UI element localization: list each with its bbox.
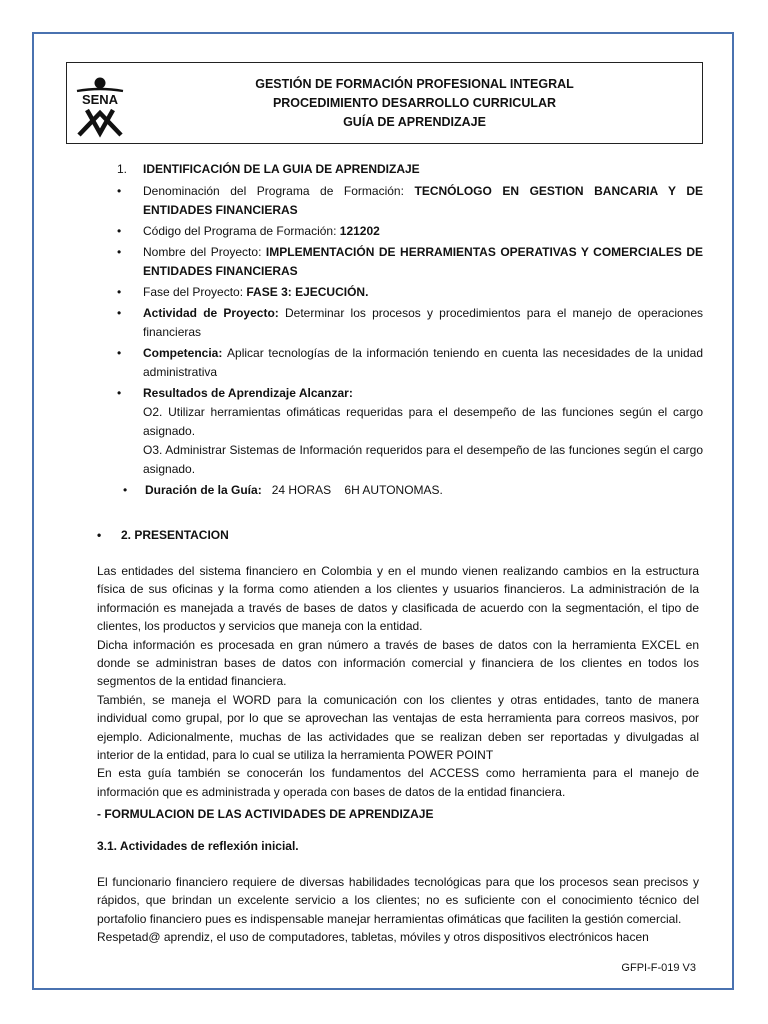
section-1 bbox=[97, 160, 703, 500]
result-item: O3. Administrar Sistemas de Información requeridos para el desempeño de las funciones según el cargo asignado. bbox=[143, 443, 703, 476]
section-3-title: - FORMULACION DE LAS ACTIVIDADES DE APRENDIZAJE bbox=[97, 807, 434, 821]
list-item: • Resultados de Aprendizaje Alcanzar: bbox=[117, 386, 353, 400]
section-2-heading: • 2. PRESENTACION bbox=[97, 528, 229, 542]
duration-item: • Duración de la Guía: 24 HORAS 6H AUTONOMAS. bbox=[123, 483, 443, 497]
svg-text:SENA: SENA bbox=[81, 92, 119, 107]
result-item: O2. Utilizar herramientas ofimáticas requeridas para el desempeño de las funciones según el cargo asignado. bbox=[143, 405, 703, 438]
sena-logo bbox=[71, 77, 129, 139]
section-3-body bbox=[97, 873, 699, 947]
header-line-2: PROCEDIMIENTO DESARROLLO CURRICULAR bbox=[272, 96, 557, 110]
paragraph: También, se maneja el WORD para la comunicación con los clientes y otras entidades, tanto de manera individual como grupal, por lo que se aprovechan las ventajas de esta herramienta para correos masivos, por ejemplo. Adicionalmente, muchas de las actividades que se realizan deben ser reportadas y divulgadas al interior de la entidad, para lo cual se utiliza la herramienta POWER POINT bbox=[97, 692, 699, 763]
list-item: • Nombre del Proyecto: IMPLEMENTACIÓN DE HERRAMIENTAS OPERATIVAS Y COMERCIALES DE ENTIDADES FINANCIERAS bbox=[117, 245, 704, 278]
paragraph: En esta guía también se conocerán los fundamentos del ACCESS como herramienta para el manejo de información que es administrada y operada con bases de datos de la entidad financiera. bbox=[97, 766, 699, 799]
paragraph: Dicha información es procesada en gran número a través de bases de datos con la herramienta EXCEL en donde se administran bases de datos con información comercial y financiera de los clientes en todos los segmentos de la entidad financiera. bbox=[97, 637, 699, 689]
paragraph: Las entidades del sistema financiero en Colombia y en el mundo vienen realizando cambios en la estructura física de sus oficinas y la forma como atienden a los clientes y usuarios financieros. La administración de la información es manejada a través de bases de datos y clasificada de acuerdo con la segmentación, el tipo de clientes, los productos y servicios que maneja con la entidad. bbox=[97, 564, 699, 634]
sena-logo-icon bbox=[71, 77, 129, 139]
list-item: • Denominación del Programa de Formación: TECNÓLOGO EN GESTION BANCARIA Y DE ENTIDADES FINANCIERAS bbox=[117, 184, 704, 217]
paragraph: El funcionario financiero requiere de diversas habilidades tecnológicas para que los procesos sean precisos y rápidos, que brindan un excelente servicio a los clientes; no es suficiente con el conocimiento técnico del portafolio financiero pues es indispensable manejar herramientas ofimáticas que faciliten la gestión comercial. bbox=[97, 875, 699, 926]
list-item: • Competencia: Aplicar tecnologías de la información teniendo en cuenta las necesidades de la unidad administrativa bbox=[117, 346, 703, 379]
document-header bbox=[66, 62, 703, 144]
header-line-3: GUÍA DE APRENDIZAJE bbox=[343, 115, 486, 129]
section-3-subtitle: 3.1. Actividades de reflexión inicial. bbox=[97, 839, 299, 853]
paragraph: Respetad@ aprendiz, el uso de computadores, tabletas, móviles y otros dispositivos electrónicos hacen bbox=[97, 930, 649, 945]
section-1-title: 1. IDENTIFICACIÓN DE LA GUIA DE APRENDIZAJE bbox=[117, 162, 420, 176]
header-line-1: GESTIÓN DE FORMACIÓN PROFESIONAL INTEGRAL bbox=[255, 77, 574, 91]
list-item: • Código del Programa de Formación: 121202 bbox=[117, 224, 380, 238]
section-2-body bbox=[97, 562, 699, 801]
list-item: • Actividad de Proyecto: Determinar los procesos y procedimientos para el manejo de operaciones financieras bbox=[117, 306, 704, 339]
list-item: • Fase del Proyecto: FASE 3: EJECUCIÓN. bbox=[117, 285, 369, 299]
header-titles bbox=[137, 75, 692, 132]
footer-code: GFPI-F-019 V3 bbox=[621, 962, 696, 974]
